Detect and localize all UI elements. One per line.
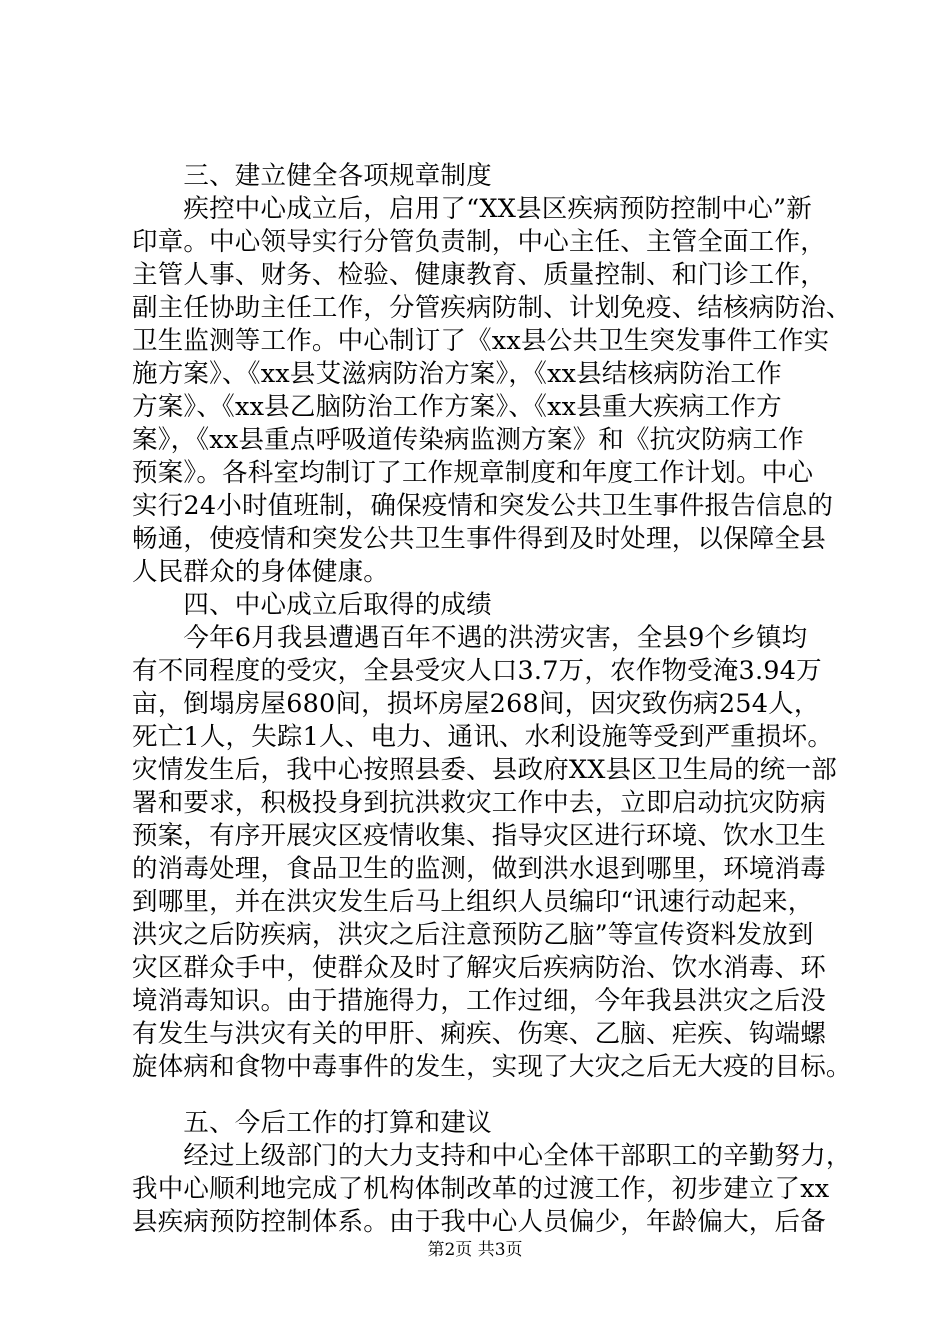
text-line: 疾控中心成立后，启用了“XX县区疾病预防控制中心”新	[132, 194, 812, 224]
page-number-label: 第2页 共3页	[427, 1240, 523, 1260]
text-line: 主管人事、财务、检验、健康教育、质量控制、和门诊工作，	[132, 260, 826, 290]
text-line: 署和要求，积极投身到抗洪救灾工作中去，立即启动抗灾防病	[132, 788, 826, 818]
text-line: 到哪里，并在洪灾发生后马上组织人员编印“讯速行动起来，	[132, 887, 814, 917]
text-line: 方案》、《xx县乙脑防治工作方案》、《xx县重大疾病工作方	[132, 392, 782, 422]
text-line: 实行24小时值班制，确保疫情和突发公共卫生事件报告信息的	[132, 491, 834, 521]
text-line: 县疾病预防控制体系。由于我中心人员偏少，年龄偏大，后备	[132, 1207, 826, 1237]
text-line: 预案，有序开展灾区疫情收集、指导灾区进行环境、饮水卫生	[132, 821, 826, 851]
page-footer	[0, 1238, 950, 1262]
text-line: 三、建立健全各项规章制度	[132, 161, 492, 191]
text-line: 案》，《xx县重点呼吸道传染病监测方案》和《抗灾防病工作	[132, 425, 804, 455]
text-line: 五、今后工作的打算和建议	[132, 1108, 492, 1138]
text-line: 我中心顺利地完成了机构体制改革的过渡工作，初步建立了xx	[132, 1174, 830, 1204]
text-line: 亩，倒塌房屋680间，损坏房屋268间，因灾致伤病254人，	[132, 689, 820, 719]
text-line: 旋体病和食物中毒事件的发生，实现了大灾之后无大疫的目标。	[132, 1052, 852, 1082]
text-line: 的消毒处理，食品卫生的监测，做到洪水退到哪里，环境消毒	[132, 854, 826, 884]
text-line: 死亡1人，失踪1人、电力、通讯、水利设施等受到严重损坏。	[132, 722, 834, 752]
text-line: 人民群众的身体健康。	[132, 557, 390, 587]
text-line: 洪灾之后防疾病，洪灾之后注意预防乙脑”等宣传资料发放到	[132, 920, 814, 950]
text-line: 有发生与洪灾有关的甲肝、痢疾、伤寒、乙脑、疟疾、钩端螺	[132, 1019, 826, 1049]
text-line: 灾情发生后，我中心按照县委、县政府XX县区卫生局的统一部	[132, 755, 837, 785]
text-line: 副主任协助主任工作，分管疾病防制、计划免疫、结核病防治、	[132, 293, 852, 323]
text-line: 有不同程度的受灾，全县受灾人口3.7万，农作物受淹3.94万	[132, 656, 822, 686]
text-line: 境消毒知识。由于措施得力，工作过细，今年我县洪灾之后没	[132, 986, 826, 1016]
text-line: 预案》。各科室均制订了工作规章制度和年度工作计划。中心	[132, 458, 814, 488]
text-line: 经过上级部门的大力支持和中心全体干部职工的辛勤努力，	[132, 1141, 852, 1171]
text-line: 灾区群众手中，使群众及时了解灾后疾病防治、饮水消毒、环	[132, 953, 826, 983]
text-line: 施方案》、《xx县艾滋病防治方案》，《xx县结核病防治工作	[132, 359, 782, 389]
text-line: 四、中心成立后取得的成绩	[132, 590, 492, 620]
text-line: 卫生监测等工作。中心制订了《xx县公共卫生突发事件工作实	[132, 326, 830, 356]
text-line: 今年6月我县遭遇百年不遇的洪涝灾害，全县9个乡镇均	[132, 623, 808, 653]
text-line: 畅通，使疫情和突发公共卫生事件得到及时处理，以保障全县	[132, 524, 826, 554]
text-line: 印章。中心领导实行分管负责制，中心主任、主管全面工作，	[132, 227, 826, 257]
